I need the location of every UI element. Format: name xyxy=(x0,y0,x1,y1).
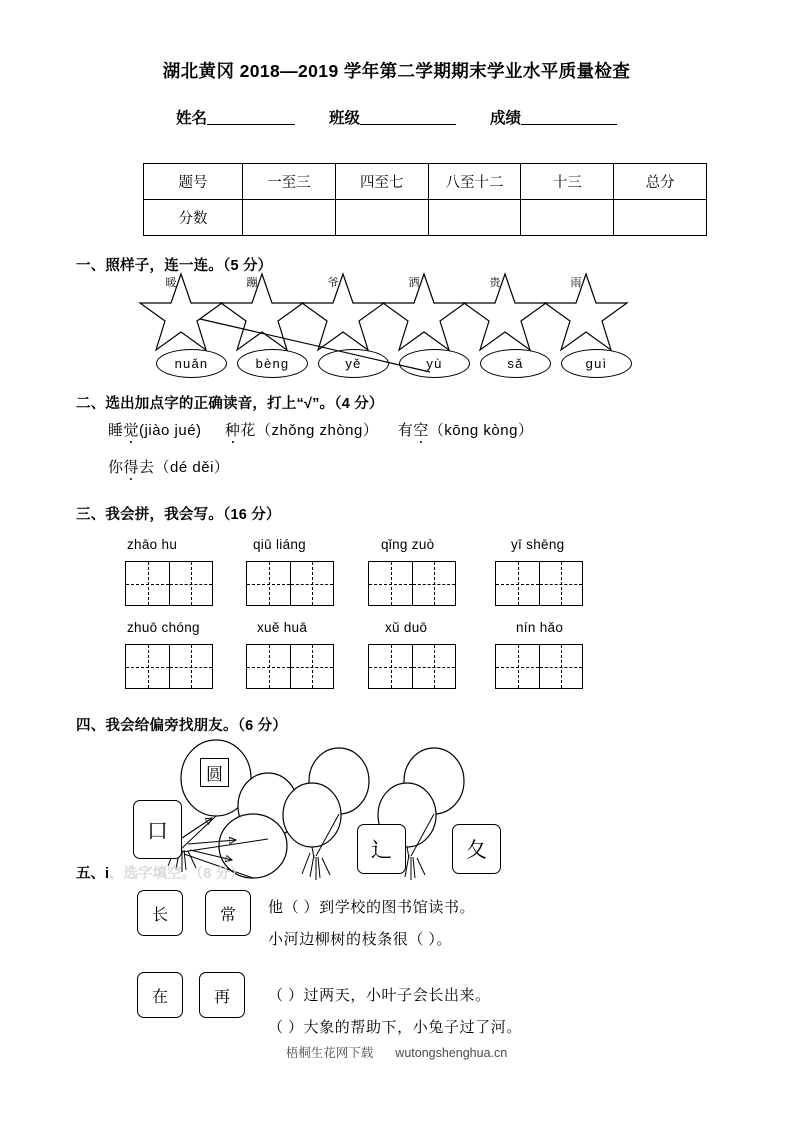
radical-box-kou[interactable]: 口 xyxy=(133,800,182,859)
section-heading-3: 三、我会拼，我会写。（16 分） xyxy=(76,507,281,523)
q2-line-2 xyxy=(108,456,229,477)
grid-cell[interactable] xyxy=(369,645,412,688)
q2-item-1[interactable] xyxy=(108,422,202,439)
q2-options: （dé děi） xyxy=(154,459,230,476)
class-blank[interactable] xyxy=(360,109,456,125)
q2-word-prefix: 睡 xyxy=(108,422,124,439)
radical-box-zhi[interactable]: 夂 xyxy=(452,824,501,874)
q5-sentence-3[interactable]: （ ）过两天，小叶子会长出来。 xyxy=(268,988,491,1004)
grid-cell[interactable] xyxy=(539,562,582,605)
q2-dotted-char: 空 xyxy=(413,419,429,440)
pinyin-oval-3[interactable]: yě xyxy=(318,349,389,378)
pinyin-prompt-3: qǐng zuò xyxy=(381,537,435,552)
class-label: 班级 xyxy=(328,110,360,127)
writing-grid-8[interactable] xyxy=(495,644,583,689)
pinyin-prompt-6: xuě huā xyxy=(257,620,308,635)
choice-box-chang2[interactable]: 常 xyxy=(205,890,251,936)
grid-cell[interactable] xyxy=(496,562,539,605)
row-header: 题号 xyxy=(144,164,243,200)
table-cell: 八至十二 xyxy=(428,164,521,200)
star-char-3: 爷 xyxy=(327,277,339,289)
q2-word-suffix: 花 xyxy=(240,422,256,439)
pinyin-prompt-7: xǔ duō xyxy=(385,620,428,635)
table-row xyxy=(144,200,707,236)
star-char-2: 蹦 xyxy=(246,277,258,289)
table-cell: 总分 xyxy=(614,164,707,200)
score-entry-cell[interactable] xyxy=(335,200,428,236)
page-title: 湖北黄冈 2018—2019 学年第二学期期末学业水平质量检查 xyxy=(162,61,631,81)
score-entry-cell[interactable] xyxy=(428,200,521,236)
table-cell: 十三 xyxy=(521,164,614,200)
q2-item-3[interactable] xyxy=(398,422,534,439)
q2-dotted-char: 种 xyxy=(225,419,241,440)
footer-site-name: 梧桐生花网下载 xyxy=(285,1046,374,1060)
q5-sentence-2[interactable]: 小河边柳树的枝条很（ ）。 xyxy=(268,932,453,948)
writing-grid-2[interactable] xyxy=(246,561,334,606)
name-blank[interactable] xyxy=(207,109,295,125)
section-heading-5: 五、i、选字填空。（8 分） xyxy=(76,866,245,882)
pinyin-prompt-5: zhuō chóng xyxy=(127,620,200,635)
grid-cell[interactable] xyxy=(126,562,169,605)
q2-options: (jiào jué) xyxy=(139,422,202,439)
q2-dotted-char: 得 xyxy=(124,456,140,477)
q2-word-prefix: 有 xyxy=(397,422,414,439)
grid-cell[interactable] xyxy=(412,562,455,605)
balloon-char-yuan: 圆 xyxy=(200,758,229,787)
grid-cell[interactable] xyxy=(496,645,539,688)
grid-cell[interactable] xyxy=(126,645,169,688)
star-char-6: 雨 xyxy=(570,277,582,289)
pinyin-oval-5[interactable]: sǎ xyxy=(480,349,551,378)
writing-grid-5[interactable] xyxy=(125,644,213,689)
grid-cell[interactable] xyxy=(247,562,290,605)
grid-cell[interactable] xyxy=(247,645,290,688)
q2-item-2[interactable] xyxy=(225,422,378,439)
row-header: 分数 xyxy=(144,200,243,236)
table-cell: 四至七 xyxy=(335,164,428,200)
q2-dotted-char: 觉 xyxy=(124,419,140,440)
pinyin-prompt-4: yī shēng xyxy=(511,537,565,552)
q2-word-prefix: 你 xyxy=(108,459,124,476)
score-entry-cell[interactable] xyxy=(614,200,707,236)
star-char-5: 贵 xyxy=(489,277,501,289)
writing-grid-7[interactable] xyxy=(368,644,456,689)
star-char-4: 洒 xyxy=(408,277,420,289)
student-info-line xyxy=(0,106,793,128)
grid-cell[interactable] xyxy=(412,645,455,688)
grid-cell[interactable] xyxy=(169,645,212,688)
pinyin-prompt-1: zhāo hu xyxy=(127,537,178,552)
pinyin-prompt-8: nín hǎo xyxy=(516,620,564,635)
example-match-line xyxy=(200,319,430,372)
section-heading-4: 四、我会给偏旁找朋友。（6 分） xyxy=(76,718,288,734)
score-entry-cell[interactable] xyxy=(243,200,336,236)
grid-cell[interactable] xyxy=(369,562,412,605)
writing-grid-3[interactable] xyxy=(368,561,456,606)
star-char-1: 暖 xyxy=(165,277,177,289)
score-blank[interactable] xyxy=(521,109,617,125)
score-table xyxy=(143,163,707,236)
section-heading-5-text: 五、i xyxy=(76,866,110,882)
radical-box-chuo[interactable]: 辶 xyxy=(357,824,406,874)
section-heading-1: 一、照样子，连一连。（5 分） xyxy=(76,258,273,274)
pinyin-oval-6[interactable]: guì xyxy=(561,349,632,378)
table-cell: 一至三 xyxy=(243,164,336,200)
pinyin-oval-2[interactable]: bèng xyxy=(237,349,308,378)
q2-line-1 xyxy=(108,419,533,440)
grid-cell[interactable] xyxy=(169,562,212,605)
pinyin-oval-4[interactable]: yù xyxy=(399,349,470,378)
grid-cell[interactable] xyxy=(539,645,582,688)
section-heading-2: 二、选出加点字的正确读音，打上“√”。（4 分） xyxy=(76,396,384,412)
q2-options: （kōng kòng） xyxy=(428,422,534,439)
pinyin-oval-1[interactable]: nuǎn xyxy=(156,349,227,378)
q2-item-4[interactable] xyxy=(108,459,229,476)
q5-sentence-4[interactable]: （ ）大象的帮助下，小兔子过了河。 xyxy=(268,1020,522,1036)
pinyin-prompt-2: qiū liáng xyxy=(253,537,306,552)
writing-grid-6[interactable] xyxy=(246,644,334,689)
q2-options: （zhǒng zhòng） xyxy=(255,422,379,439)
q5-sentence-1[interactable]: 他（ ）到学校的图书馆读书。 xyxy=(268,900,476,916)
footer-domain: wutongshenghua.cn xyxy=(395,1046,508,1060)
table-row xyxy=(144,164,707,200)
q2-word-suffix: 去 xyxy=(139,459,155,476)
choice-box-zai2[interactable]: 再 xyxy=(199,972,245,1018)
choice-box-zai1[interactable]: 在 xyxy=(137,972,183,1018)
score-entry-cell[interactable] xyxy=(521,200,614,236)
grid-cell[interactable] xyxy=(290,562,333,605)
writing-grid-4[interactable] xyxy=(495,561,583,606)
name-label: 姓名 xyxy=(175,110,207,127)
grid-cell[interactable] xyxy=(290,645,333,688)
footer-watermark xyxy=(0,1043,793,1061)
choice-box-chang1[interactable]: 长 xyxy=(137,890,183,936)
writing-grid-1[interactable] xyxy=(125,561,213,606)
score-label: 成绩 xyxy=(490,110,522,127)
